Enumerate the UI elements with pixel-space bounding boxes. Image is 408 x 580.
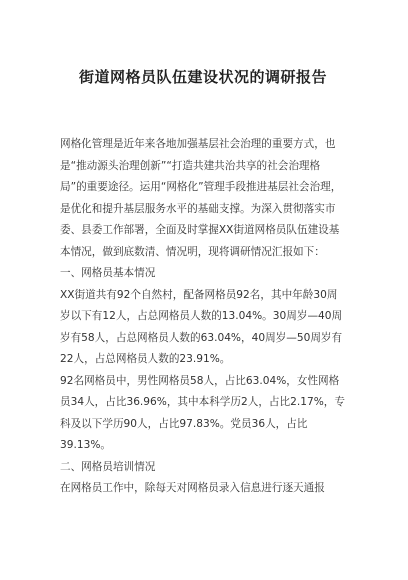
intro-paragraph: 网格化管理是近年来各地加强基层社会治理的重要方式，也是“推动源头治理创新”“打造共建共治共享的社会治理格局”的重要途径。运用“网格化”管理手段推进基层社会治理，是优化和提升基层服务水平的基础支撑。为深入贯彻落实市委、县委工作部署，全面及时掌握XX街道网格员队伍建设基本情况，做到底数清、情况明，现将调研情况汇报如下：	[60, 138, 342, 258]
document-title: 街道网格员队伍建设状况的调研报告	[78, 68, 327, 86]
age-distribution-paragraph: XX街道共有92个自然村，配备网格员92名，其中年龄30周岁以下有12人，占总网格员人数的13.04%。30周岁—40周岁有58人，占总网格员人数的63.04%，40周岁—50周岁有22人，占总网格员人数的23.91%。	[60, 288, 343, 365]
section-heading-basic-info: 一、网格员基本情况	[60, 267, 156, 279]
training-paragraph: 在网格员工作中，除每天对网格员录入信息进行逐天通报	[60, 482, 325, 494]
gender-education-paragraph: 92名网格员中，男性网格员58人，占比63.04%，女性网格员34人，占比36.96%，其中本科学历2人，占比2.17%，专科及以下学历90人，占比97.83%。党员36人，占比39.13%。	[60, 374, 345, 451]
section-heading-training: 二、网格员培训情况	[60, 460, 156, 473]
